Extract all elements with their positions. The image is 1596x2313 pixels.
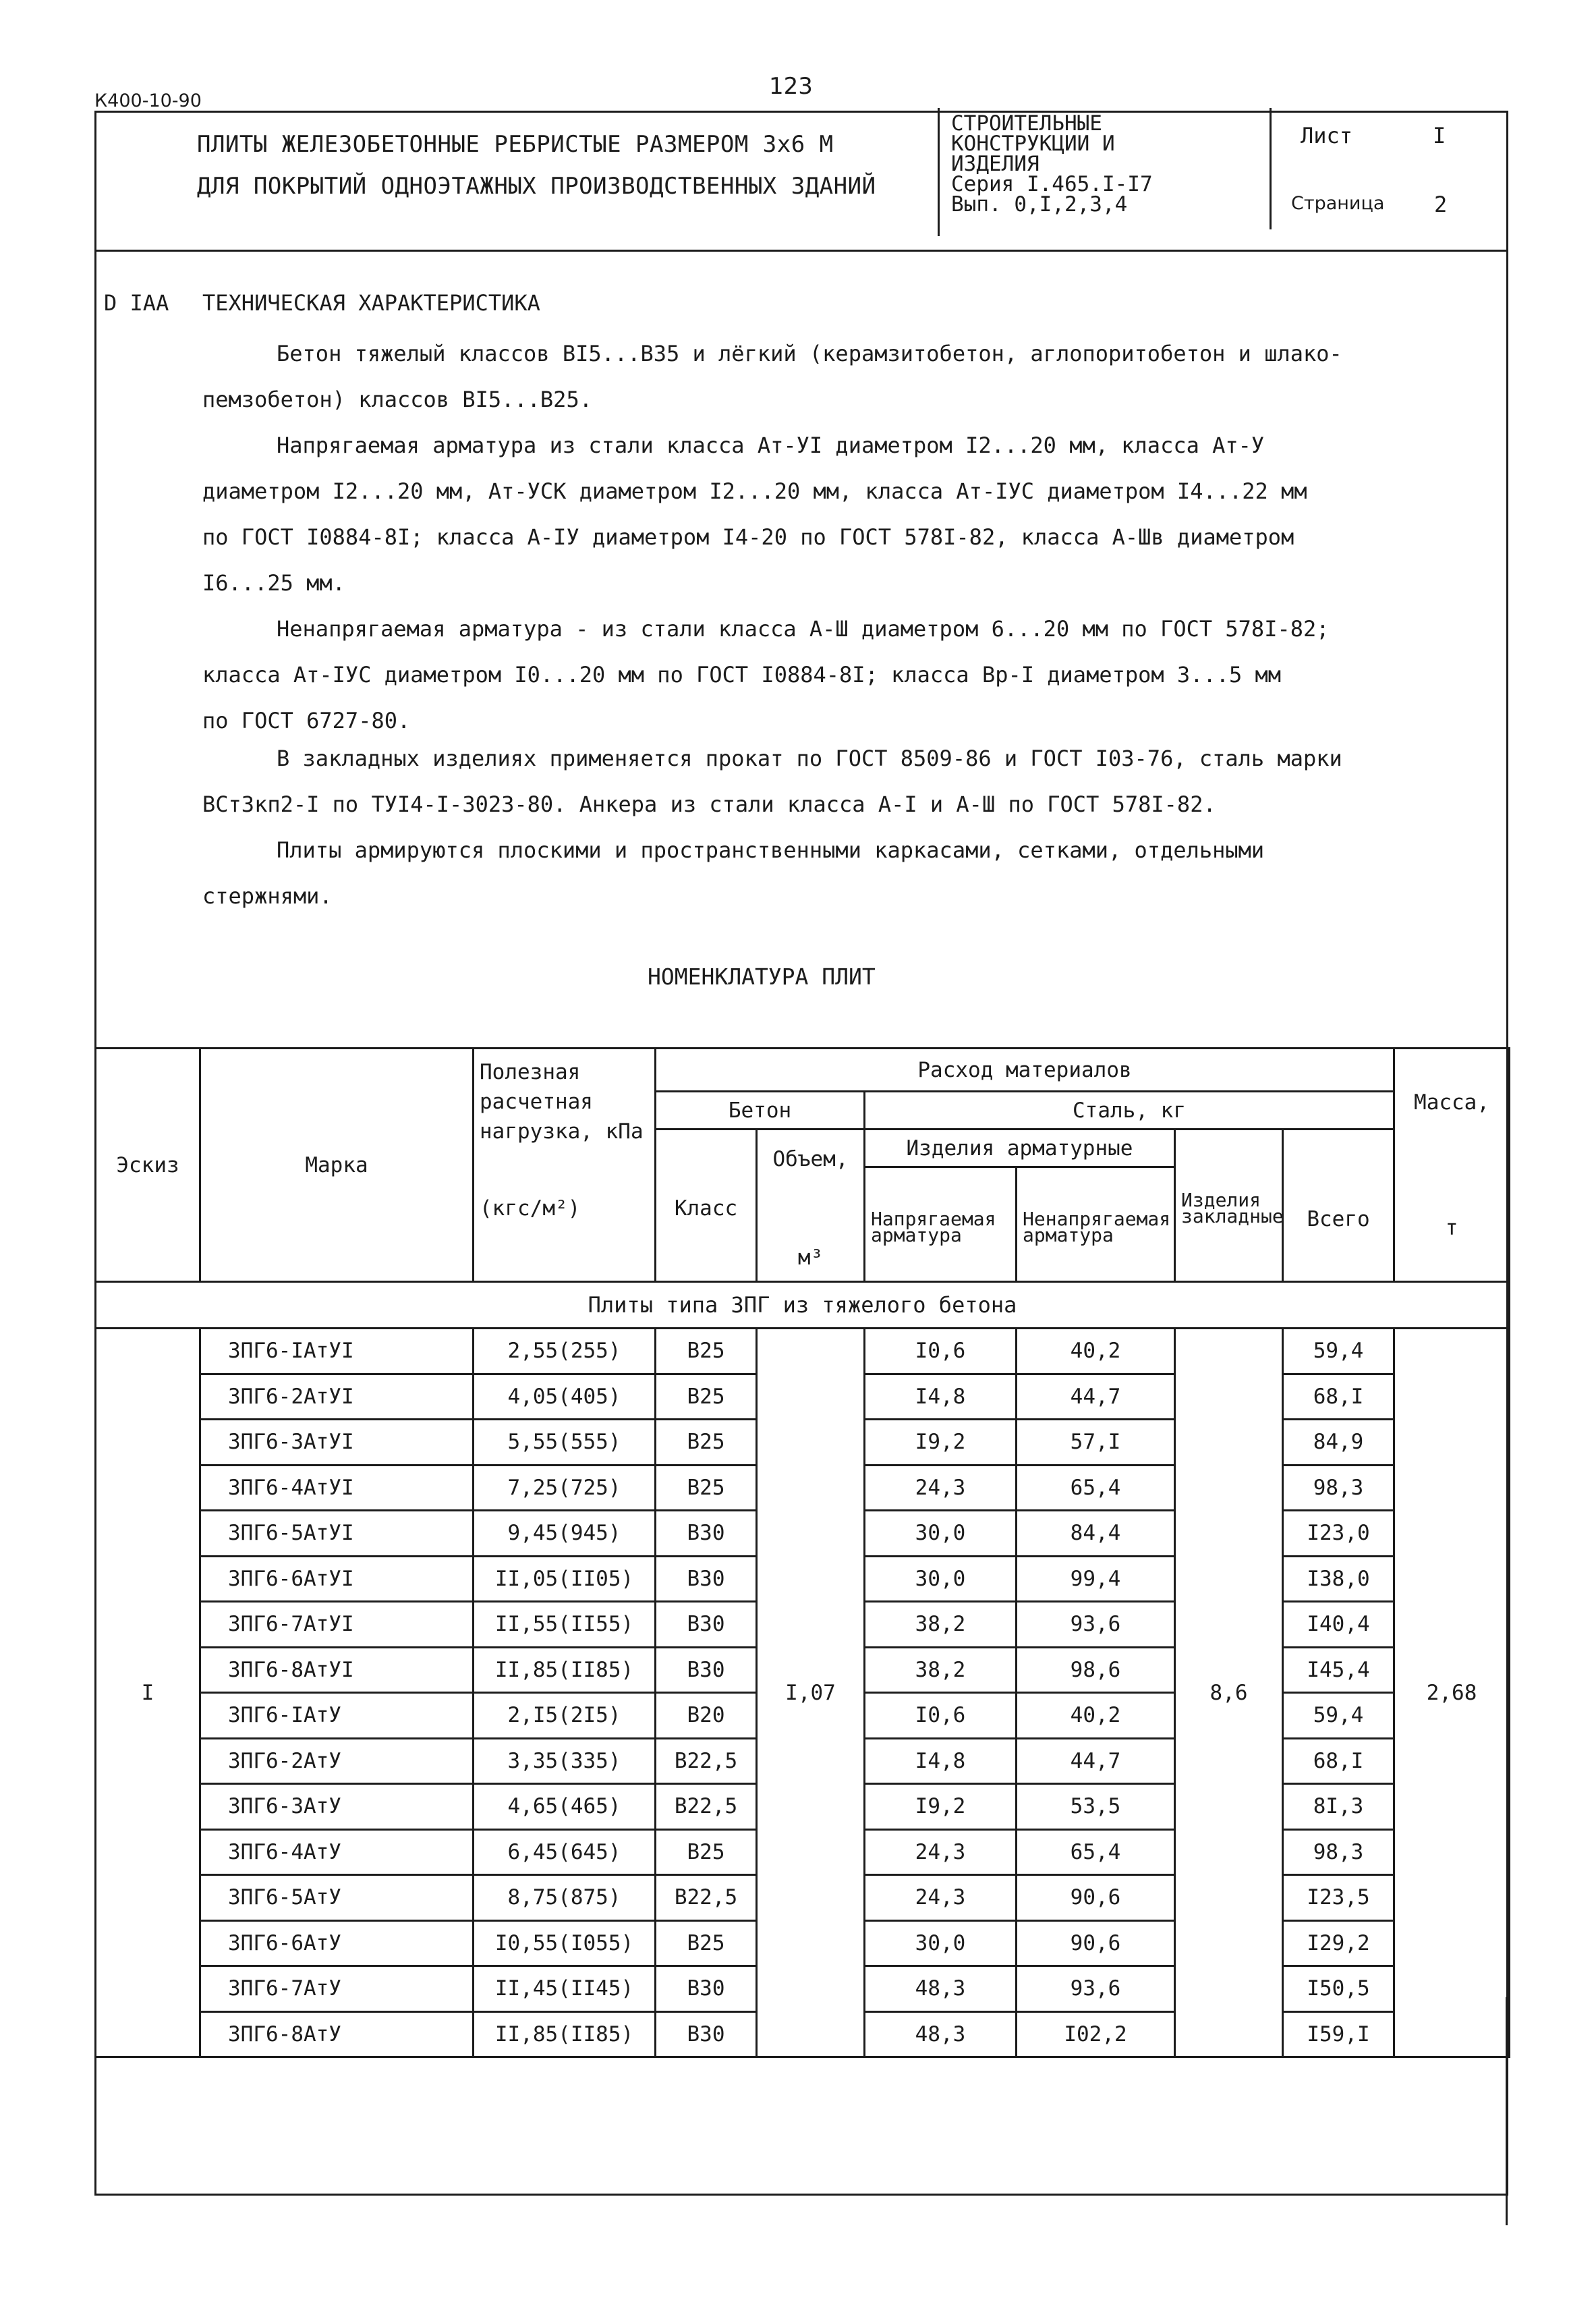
cell-total: I38,0: [1283, 1556, 1394, 1602]
cell-prestressed: 48,3: [865, 2011, 1017, 2057]
cell-prestressed: I4,8: [865, 1738, 1017, 1784]
text-line: по ГОСТ I0884-8I; класса А-IУ диаметром I4-20 по ГОСТ 578I-82, класса А-Шв диаметром: [202, 524, 1294, 550]
cell-nonprestressed: 90,6: [1017, 1920, 1175, 1966]
cell-mark: ЗПГ6-3АтУ: [200, 1784, 474, 1830]
header-load: [474, 1049, 656, 1282]
cell-load: 4,65(465): [474, 1784, 656, 1830]
cell-total: 59,4: [1283, 1329, 1394, 1374]
cell-mark: ЗПГ6-8АтУI: [200, 1647, 474, 1693]
stamp-title-line1: ПЛИТЫ ЖЕЛЕЗОБЕТОННЫЕ РЕБРИСТЫЕ РАЗМЕРОМ 3х6 М: [197, 131, 834, 158]
cell-prestressed: 30,0: [865, 1920, 1017, 1966]
header-mass: [1394, 1049, 1510, 1282]
cell-nonprestressed: 53,5: [1017, 1784, 1175, 1830]
cell-nonprestressed: 90,6: [1017, 1875, 1175, 1921]
stamp-series-line: Серия I.465.I-I7: [951, 172, 1153, 196]
paragraph-concrete: [202, 331, 1464, 422]
header-steel: Сталь, кг: [865, 1092, 1394, 1130]
header-sketch: Эскиз: [96, 1049, 200, 1282]
header-mark: Марка: [200, 1049, 474, 1282]
cell-class: B25: [656, 1329, 757, 1374]
header-total: Всего: [1283, 1130, 1394, 1282]
page-label: Страница: [1291, 193, 1385, 214]
cell-nonprestressed: I02,2: [1017, 2011, 1175, 2057]
cell-total: I23,0: [1283, 1511, 1394, 1557]
cell-class: B30: [656, 2011, 757, 2057]
text-line: Бетон тяжелый классов BI5...B35 и лёгкий (керамзитобетон, аглопоритобетон и шлако-: [277, 341, 1342, 366]
cell-load: 9,45(945): [474, 1511, 656, 1557]
cell-load: II,05(II05): [474, 1556, 656, 1602]
stamp-series-line: СТРОИТЕЛЬНЫЕ: [951, 111, 1102, 136]
cell-load: II,85(II85): [474, 1647, 656, 1693]
cell-class: B22,5: [656, 1875, 757, 1921]
cell-mark: ЗПГ6-3АтУI: [200, 1420, 474, 1466]
header-mass-text: Масса,: [1414, 1090, 1490, 1115]
cell-class: B30: [656, 1511, 757, 1557]
text-line: диаметром I2...20 мм, Ат-УСК диаметром I2...20 мм, класса Ат-IУС диаметром I4...22 мм: [202, 478, 1307, 504]
cell-class: B22,5: [656, 1738, 757, 1784]
cell-prestressed: 24,3: [865, 1875, 1017, 1921]
stamp-series-line: КОНСТРУКЦИИ И: [951, 132, 1115, 156]
cell-nonprestressed: 84,4: [1017, 1511, 1175, 1557]
cell-load: 3,35(335): [474, 1738, 656, 1784]
cell-nonprestressed: 99,4: [1017, 1556, 1175, 1602]
cell-total: I29,2: [1283, 1920, 1394, 1966]
cell-embedded: 8,6: [1175, 1329, 1283, 2057]
header-mass-unit: т: [1445, 1215, 1458, 1240]
paragraph-nonprestressed-rebar: [202, 606, 1464, 744]
stamp-series-block: [951, 113, 1153, 215]
sheet-value: I: [1433, 123, 1446, 148]
cell-mark: ЗПГ6-8АтУ: [200, 2011, 474, 2057]
cell-prestressed: I4,8: [865, 1374, 1017, 1420]
cell-total: 59,4: [1283, 1693, 1394, 1739]
cell-class: B30: [656, 1602, 757, 1648]
header-volume-unit: м³: [797, 1245, 824, 1270]
cell-load: 5,55(555): [474, 1420, 656, 1466]
section-title: ТЕХНИЧЕСКАЯ ХАРАКТЕРИСТИКА: [202, 290, 540, 316]
cell-prestressed: I0,6: [865, 1693, 1017, 1739]
cell-total: 68,I: [1283, 1738, 1394, 1784]
cell-load: 8,75(875): [474, 1875, 656, 1921]
cell-load: II,85(II85): [474, 2011, 656, 2057]
cell-class: B25: [656, 1920, 757, 1966]
table-row: [96, 1329, 1510, 1374]
cell-class: B30: [656, 1556, 757, 1602]
cell-sketch: I: [96, 1329, 200, 2057]
cell-class: B25: [656, 1465, 757, 1511]
stamp-series-line: Вып. 0,I,2,3,4: [951, 192, 1128, 217]
frame-right-tail: [1506, 2196, 1508, 2225]
cell-load: I0,55(I055): [474, 1920, 656, 1966]
cell-class: B30: [656, 1966, 757, 2012]
page-value: 2: [1434, 192, 1448, 217]
cell-prestressed: I0,6: [865, 1329, 1017, 1374]
text-line: пемзобетон) классов BI5...B25.: [202, 387, 592, 412]
cell-class: B25: [656, 1829, 757, 1875]
paragraph-prestressed-rebar: [202, 422, 1464, 606]
cell-class: B20: [656, 1693, 757, 1739]
cell-mark: ЗПГ6-6АтУI: [200, 1556, 474, 1602]
cell-mark: ЗПГ6-7АтУ: [200, 1966, 474, 2012]
nomenclature-title: НОМЕНКЛАТУРА ПЛИТ: [648, 964, 876, 990]
header-load-unit: (кгс/м²): [480, 1196, 581, 1221]
cell-mark: ЗПГ6-5АтУ: [200, 1875, 474, 1921]
paragraph-embedded-parts: [202, 735, 1464, 827]
cell-class: B22,5: [656, 1784, 757, 1830]
cell-volume: I,07: [757, 1329, 865, 2057]
cell-mark: ЗПГ6-6АтУ: [200, 1920, 474, 1966]
cell-prestressed: 24,3: [865, 1465, 1017, 1511]
cell-prestressed: 38,2: [865, 1602, 1017, 1648]
cell-load: II,55(II55): [474, 1602, 656, 1648]
stamp-series-line: ИЗДЕЛИЯ: [951, 152, 1039, 176]
cell-nonprestressed: 65,4: [1017, 1829, 1175, 1875]
cell-mark: ЗПГ6-4АтУ: [200, 1829, 474, 1875]
cell-prestressed: I9,2: [865, 1784, 1017, 1830]
cell-prestressed: 48,3: [865, 1966, 1017, 2012]
header-prestressed: Напрягаемая арматура: [865, 1167, 1017, 1282]
table-body: [96, 1329, 1510, 2057]
header-volume: [757, 1130, 865, 1282]
cell-nonprestressed: 40,2: [1017, 1693, 1175, 1739]
text-line: по ГОСТ 6727-80.: [202, 708, 411, 733]
cell-nonprestressed: 44,7: [1017, 1374, 1175, 1420]
cell-prestressed: I9,2: [865, 1420, 1017, 1466]
cell-class: B30: [656, 1647, 757, 1693]
cell-total: 98,3: [1283, 1829, 1394, 1875]
stamp-divider-right: [1270, 108, 1272, 229]
cell-load: II,45(II45): [474, 1966, 656, 2012]
header-concrete: Бетон: [656, 1092, 865, 1130]
cell-load: 2,I5(2I5): [474, 1693, 656, 1739]
cell-mark: ЗПГ6-IАтУI: [200, 1329, 474, 1374]
page-number: 123: [769, 73, 813, 100]
cell-mark: ЗПГ6-5АтУI: [200, 1511, 474, 1557]
cell-prestressed: 38,2: [865, 1647, 1017, 1693]
cell-class: B25: [656, 1374, 757, 1420]
cell-total: I23,5: [1283, 1875, 1394, 1921]
cell-prestressed: 30,0: [865, 1511, 1017, 1557]
cell-prestressed: 30,0: [865, 1556, 1017, 1602]
text-line: стержнями.: [202, 883, 333, 909]
cell-total: 84,9: [1283, 1420, 1394, 1466]
cell-load: 7,25(725): [474, 1465, 656, 1511]
cell-mark: ЗПГ6-4АтУI: [200, 1465, 474, 1511]
header-load-text: Полезная расчетная нагрузка, кПа: [480, 1060, 644, 1144]
text-line: ВСт3кп2-I по ТУI4-I-3023-80. Анкера из стали класса А-I и А-Ш по ГОСТ 578I-82.: [202, 791, 1216, 817]
cell-nonprestressed: 65,4: [1017, 1465, 1175, 1511]
cell-nonprestressed: 44,7: [1017, 1738, 1175, 1784]
cell-load: 4,05(405): [474, 1374, 656, 1420]
stamp-bottom-border: [96, 250, 1506, 252]
paragraph-reinforcement: [202, 827, 1464, 919]
table-section-label: Плиты типа ЗПГ из тяжелого бетона: [96, 1282, 1510, 1329]
header-materials: Расход материалов: [656, 1049, 1394, 1092]
header-volume-text: Объем,: [772, 1146, 849, 1171]
section-code: D IAA: [104, 290, 169, 316]
text-line: I6...25 мм.: [202, 570, 345, 596]
text-line: Ненапрягаемая арматура - из стали класса А-Ш диаметром 6...20 мм по ГОСТ 578I-82;: [277, 616, 1330, 642]
cell-mass: 2,68: [1394, 1329, 1510, 2057]
cell-mark: ЗПГ6-2АтУ: [200, 1738, 474, 1784]
cell-nonprestressed: 57,I: [1017, 1420, 1175, 1466]
cell-load: 2,55(255): [474, 1329, 656, 1374]
header-embedded: Изделия закладные: [1175, 1130, 1283, 1282]
header-class: Класс: [656, 1130, 757, 1282]
cell-total: I59,I: [1283, 2011, 1394, 2057]
stamp-title-line2: ДЛЯ ПОКРЫТИЙ ОДНОЭТАЖНЫХ ПРОИЗВОДСТВЕННЫХ ЗДАНИЙ: [197, 173, 876, 200]
cell-prestressed: 24,3: [865, 1829, 1017, 1875]
cell-mark: ЗПГ6-IАтУ: [200, 1693, 474, 1739]
text-line: В закладных изделиях применяется прокат по ГОСТ 8509-86 и ГОСТ I03-76, сталь марки: [277, 746, 1342, 771]
cell-total: 68,I: [1283, 1374, 1394, 1420]
cell-mark: ЗПГ6-7АтУI: [200, 1602, 474, 1648]
cell-nonprestressed: 93,6: [1017, 1602, 1175, 1648]
cell-nonprestressed: 98,6: [1017, 1647, 1175, 1693]
cell-nonprestressed: 93,6: [1017, 1966, 1175, 2012]
cell-load: 6,45(645): [474, 1829, 656, 1875]
stamp-divider-left: [938, 108, 940, 236]
cell-total: I45,4: [1283, 1647, 1394, 1693]
cell-total: 8I,3: [1283, 1784, 1394, 1830]
text-line: Плиты армируются плоскими и пространственными каркасами, сетками, отдельными: [277, 837, 1265, 863]
text-line: класса Ат-IУС диаметром I0...20 мм по ГОСТ I0884-8I; класса Вр-I диаметром 3...5 мм: [202, 662, 1282, 688]
cell-total: 98,3: [1283, 1465, 1394, 1511]
text-line: Напрягаемая арматура из стали класса Ат-УI диаметром I2...20 мм, класса Ат-У: [277, 433, 1265, 458]
cell-total: I40,4: [1283, 1602, 1394, 1648]
cell-mark: ЗПГ6-2АтУI: [200, 1374, 474, 1420]
header-rebar-products: Изделия арматурные: [865, 1130, 1175, 1167]
cell-total: I50,5: [1283, 1966, 1394, 2012]
nomenclature-table: [94, 1047, 1510, 2058]
cell-class: B25: [656, 1420, 757, 1466]
document-code: К400-10-90: [94, 90, 202, 111]
sheet-label: Лист: [1301, 123, 1353, 148]
cell-nonprestressed: 40,2: [1017, 1329, 1175, 1374]
header-nonprestressed: Ненапрягаемая арматура: [1017, 1167, 1175, 1282]
